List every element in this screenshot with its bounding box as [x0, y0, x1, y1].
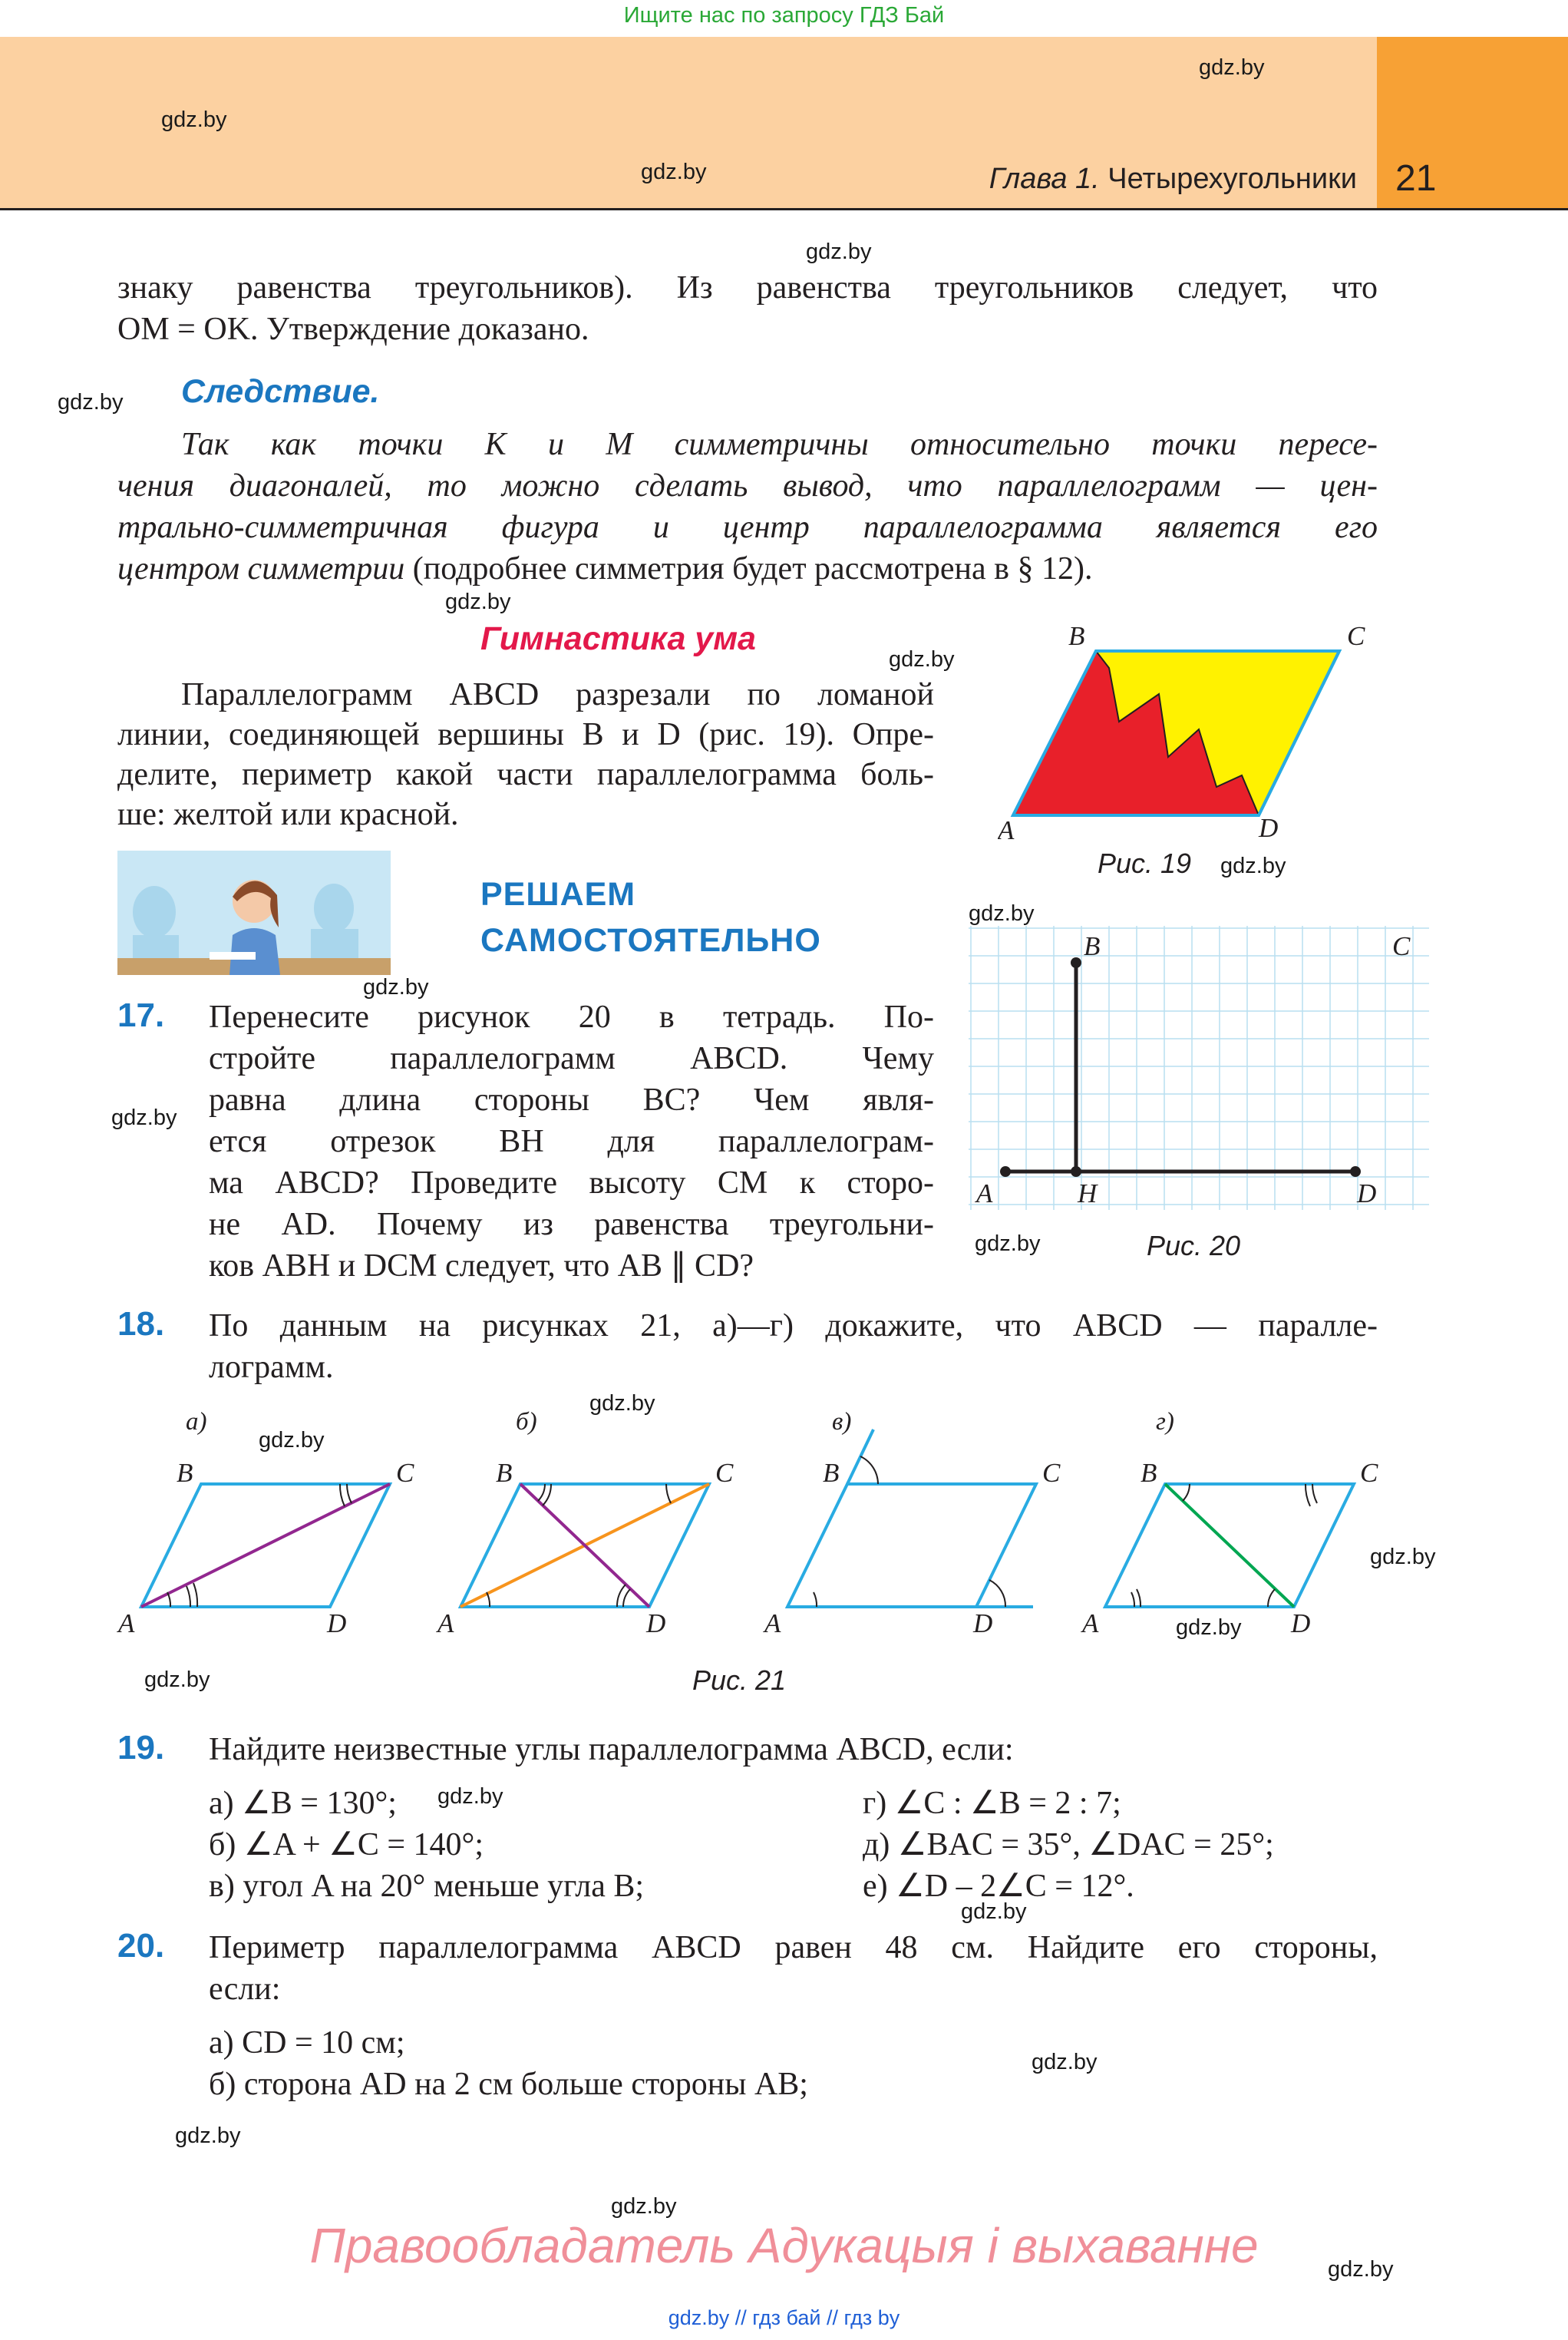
watermark: gdz.by: [363, 975, 429, 1000]
fig21-b-label-c: C: [715, 1458, 734, 1488]
task-20-line-2: если:: [209, 1971, 281, 2007]
fig21-a-label-c: C: [396, 1458, 414, 1488]
task-19-item-f: е) ∠D – 2∠C = 12°.: [863, 1869, 1134, 1904]
watermark: gdz.by: [589, 1391, 655, 1416]
task-17-line: равна длина стороны BC? Чем явля-: [209, 1082, 934, 1118]
watermark: gdz.by: [1370, 1545, 1436, 1569]
watermark: gdz.by: [437, 1784, 503, 1809]
task-17-line: стройте параллелограмм ABCD. Чему: [209, 1041, 934, 1076]
fig20-label-h: H: [1078, 1178, 1098, 1208]
watermark: gdz.by: [175, 2124, 241, 2148]
watermark: gdz.by: [58, 390, 124, 415]
fig21-b-label: б): [516, 1408, 537, 1436]
task-20-item-b: б) сторона AD на 2 см больше стороны AB;: [209, 2067, 808, 2102]
fig21-c-label-b: B: [823, 1458, 840, 1488]
fig21-c-label-a: A: [764, 1608, 781, 1638]
fig19-label-b: B: [1068, 621, 1085, 651]
top-banner[interactable]: Ищите нас по запросу ГДЗ Бай: [623, 3, 945, 28]
chapter-prefix: Глава 1.: [989, 163, 1100, 195]
fig21-a-label-d: D: [327, 1608, 347, 1638]
self-work-line-1: РЕШАЕМ: [480, 876, 636, 913]
fig21-b: [436, 1408, 734, 1638]
fig20-label-d: D: [1357, 1178, 1377, 1208]
fig21-c-label: в): [832, 1408, 852, 1436]
fig21-d-label-b: B: [1141, 1458, 1157, 1488]
fig20-label-a: A: [976, 1178, 993, 1208]
task-17-line: ется отрезок BH для параллелограм-: [209, 1124, 934, 1159]
fig21-d-label-d: D: [1291, 1608, 1311, 1638]
fig19-label-a: A: [998, 815, 1015, 845]
task-18-number: 18.: [117, 1305, 165, 1343]
self-work-heading: [480, 871, 821, 963]
watermark: gdz.by: [1328, 2257, 1394, 2282]
fig21-d-label-a: A: [1082, 1608, 1099, 1638]
watermark: gdz.by: [111, 1106, 177, 1130]
task-17-number: 17.: [117, 996, 165, 1034]
fig21-a-label-b: B: [177, 1458, 193, 1488]
fig20-point-h: [1071, 1166, 1081, 1177]
fig20-label-c: C: [1392, 931, 1411, 961]
corollary-line-2: чения диагоналей, то можно сделать вывод, что параллелограмм — цен-: [117, 468, 1378, 504]
corollary-term: центром симметрии: [117, 551, 405, 587]
fig21-c: [763, 1408, 1061, 1638]
fig21-b-label-b: B: [496, 1458, 513, 1488]
self-work-line-2: САМОСТОЯТЕЛЬНО: [480, 922, 821, 959]
gymnastics-line-2: линии, соединяющей вершины B и D (рис. 19). Опре-: [117, 717, 934, 752]
header-divider: [0, 208, 1568, 210]
task-17-line: ков ABH и DCM следует, что AB ∥ CD?: [209, 1248, 754, 1284]
intro-line-1: знаку равенства треугольников). Из равенства треугольников следует, что: [117, 270, 1378, 306]
student-illustration: [117, 851, 391, 975]
task-19-item-e: д) ∠BAC = 35°, ∠DAC = 25°;: [863, 1827, 1274, 1862]
gymnastics-line-1: Параллелограмм ABCD разрезали по ломаной: [181, 677, 934, 712]
watermark: gdz.by: [961, 1899, 1027, 1924]
chapter-title: [989, 163, 1357, 196]
gymnastics-line-4: ше: желтой или красной.: [117, 797, 459, 832]
fig21-a: [117, 1408, 414, 1638]
task-19-item-d: г) ∠C : ∠B = 2 : 7;: [863, 1786, 1121, 1821]
watermark: gdz.by: [1032, 2050, 1098, 2074]
task-20-line-1: Периметр параллелограмма ABCD равен 48 см. Найдите его стороны,: [209, 1930, 1378, 1965]
corollary-note: (подробнее симметрия будет рассмотрена в § 12).: [404, 551, 1093, 587]
watermark: gdz.by: [1176, 1615, 1242, 1640]
task-20-number: 20.: [117, 1927, 165, 1965]
watermark: gdz.by: [144, 1667, 210, 1692]
fig19-label-c: C: [1347, 621, 1365, 651]
corollary-line-1: Так как точки K и M симметричны относительно точки пересе-: [181, 427, 1378, 462]
page-number: 21: [1395, 158, 1437, 199]
fig19-caption: Рис. 19: [1098, 848, 1192, 879]
corollary-line-3: трально-симметричная фигура и центр параллелограмма является его: [117, 510, 1378, 545]
task-17-line: не AD. Почему из равенства треугольни-: [209, 1207, 934, 1242]
chapter-name: Четырехугольники: [1108, 163, 1357, 195]
fig21-a-label-a: A: [118, 1608, 135, 1638]
watermark: gdz.by: [445, 590, 511, 614]
watermark: gdz.by: [806, 240, 872, 264]
task-19-intro: Найдите неизвестные углы параллелограмма ABCD, если:: [209, 1732, 1014, 1767]
fig20-caption: Рис. 20: [1147, 1230, 1241, 1261]
task-19-item-a: а) ∠B = 130°;: [209, 1786, 397, 1821]
figure-19: [998, 614, 1381, 868]
watermark: gdz.by: [641, 160, 707, 184]
fig21-c-label-d: D: [973, 1608, 993, 1638]
figure-20: [969, 926, 1429, 1210]
task-19-number: 19.: [117, 1729, 165, 1767]
watermark: gdz.by: [611, 2194, 677, 2219]
task-19-item-c: в) угол A на 20° меньше угла B;: [209, 1869, 645, 1904]
task-18-line-2: лограмм.: [209, 1350, 334, 1385]
fig21-caption: Рис. 21: [692, 1664, 787, 1696]
gymnastics-line-3: делите, периметр какой части параллелограмма боль-: [117, 757, 934, 792]
fig21-b-label-d: D: [646, 1608, 666, 1638]
watermark: gdz.by: [259, 1428, 325, 1453]
figure-21: [107, 1405, 1474, 1651]
fig21-d-label: г): [1156, 1408, 1174, 1436]
intro-line-2: OM = OK. Утверждение доказано.: [117, 312, 589, 347]
fig19-label-d: D: [1259, 813, 1279, 843]
corollary-line-4: [117, 548, 1378, 590]
watermark: gdz.by: [969, 901, 1035, 926]
task-20-item-a: а) CD = 10 см;: [209, 2025, 405, 2061]
fig20-point-b: [1071, 957, 1081, 968]
copyright-notice: Правообладатель Адукацыя і выхаванне: [309, 2218, 1259, 2273]
fig21-d: [1081, 1408, 1378, 1638]
watermark: gdz.by: [1199, 55, 1265, 80]
task-17-line: ма ABCD? Проведите высоту CM к сторо-: [209, 1165, 934, 1201]
fig21-d-label-c: C: [1360, 1458, 1378, 1488]
fig20-point-d: [1350, 1166, 1361, 1177]
watermark: gdz.by: [1220, 854, 1286, 878]
footer-links[interactable]: gdz.by // гдз бай // гдз by: [668, 2306, 900, 2329]
fig20-point-a: [1000, 1166, 1011, 1177]
task-19-item-b: б) ∠A + ∠C = 140°;: [209, 1827, 484, 1862]
fig21-b-label-a: A: [437, 1608, 454, 1638]
fig21-c-label-c: C: [1042, 1458, 1061, 1488]
fig20-label-b: B: [1084, 931, 1101, 961]
gymnastics-heading: Гимнастика ума: [480, 620, 756, 657]
fig21-a-label: а): [186, 1408, 207, 1436]
watermark: gdz.by: [889, 647, 955, 672]
watermark: gdz.by: [161, 107, 227, 132]
task-18-line-1: По данным на рисунках 21, а)—г) докажите, что ABCD — паралле-: [209, 1308, 1378, 1344]
fig20-grid: [969, 926, 1429, 1210]
task-17-line: Перенесите рисунок 20 в тетрадь. По-: [209, 1000, 934, 1035]
corollary-heading: Следствие.: [181, 373, 380, 410]
watermark: gdz.by: [975, 1231, 1041, 1256]
